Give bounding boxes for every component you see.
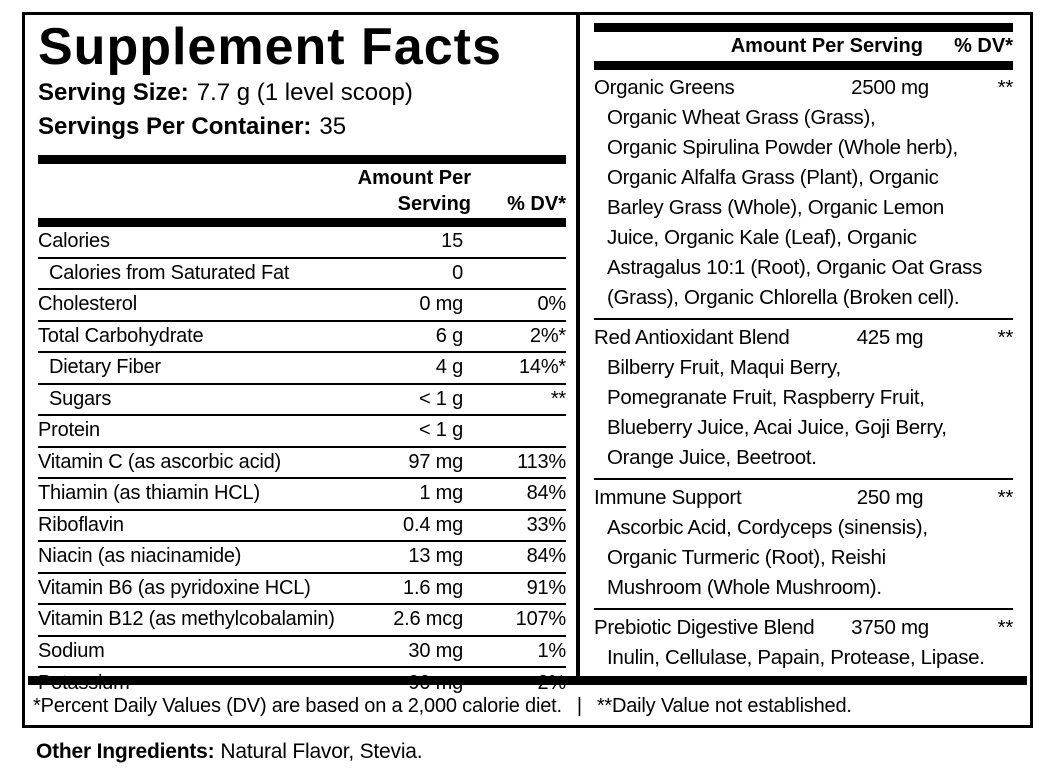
nutrient-name: Sodium [38, 639, 105, 662]
nutrient-name: Vitamin C (as ascorbic acid) [38, 450, 282, 473]
nutrient-row [38, 353, 566, 385]
facts-columns [25, 15, 1030, 676]
blend-ingredient-line: (Grass), Organic Chlorella (Broken cell). [607, 286, 960, 309]
nutrient-amount: 97 mg [408, 450, 463, 473]
nutrient-dv: 113% [517, 450, 566, 473]
dv-column-header: % DV* [507, 193, 566, 216]
nutrient-row [38, 416, 566, 448]
blend-section [594, 480, 1013, 610]
amount-column-header: Amount Per Serving [357, 167, 471, 216]
nutrient-row [38, 511, 566, 543]
blend-ingredient-line: Ascorbic Acid, Cordyceps (sinensis), [607, 516, 928, 539]
nutrient-amount: 15 [441, 230, 463, 253]
nutrient-row [38, 227, 566, 259]
nutrient-row [38, 574, 566, 606]
nutrient-row [38, 259, 566, 291]
blend-ingredient-line: Organic Wheat Grass (Grass), [607, 106, 876, 129]
blend-name: Red Antioxidant Blend [594, 326, 790, 349]
nutrient-dv: 1% [537, 639, 566, 662]
blend-ingredient-line: Mushroom (Whole Mushroom). [607, 576, 882, 599]
blend-ingredient-line: Bilberry Fruit, Maqui Berry, [607, 356, 841, 379]
table-header-row [38, 164, 566, 218]
nutrient-dv: 84% [526, 545, 566, 568]
blend-ingredients [594, 513, 1013, 603]
nutrient-amount: < 1 g [418, 419, 463, 442]
footnote [25, 685, 1030, 725]
servings-per-container-row [38, 111, 566, 142]
nutrient-name: Calories from Saturated Fat [49, 261, 290, 284]
nutrient-dv: ** [550, 387, 566, 410]
nutrient-amount: 30 mg [408, 639, 463, 662]
other-ingredients-value: Natural Flavor, Stevia. [220, 740, 423, 763]
nutrient-amount: 0 [452, 261, 463, 284]
nutrient-name: Total Carbohydrate [38, 324, 204, 347]
separator-bar-thick [594, 23, 1013, 32]
serving-size-label: Serving Size: [38, 79, 189, 107]
footnote-separator: | [576, 694, 582, 717]
blend-dv: ** [997, 76, 1013, 99]
nutrient-name: Calories [38, 230, 110, 253]
nutrient-amount: 1 mg [419, 482, 463, 505]
nutrient-dv: 2%* [529, 324, 566, 347]
blend-amount: 2500 mg [851, 76, 929, 99]
nutrient-amount: 6 g [435, 324, 463, 347]
blend-ingredient-line: Juice, Organic Kale (Leaf), Organic [607, 226, 917, 249]
nutrient-amount: 13 mg [408, 545, 463, 568]
nutrient-dv: 14%* [518, 356, 566, 379]
nutrient-name: Riboflavin [38, 513, 124, 536]
blends-column [580, 15, 1030, 676]
servings-per-container-value: 35 [319, 113, 347, 141]
serving-size-row [38, 77, 566, 108]
blend-ingredient-line: Orange Juice, Beetroot. [607, 446, 817, 469]
nutrition-column [25, 15, 576, 676]
nutrient-name: Vitamin B12 (as methylcobalamin) [38, 608, 335, 631]
nutrient-amount: 2.6 mcg [393, 608, 463, 631]
panel-title: Supplement Facts [38, 18, 502, 76]
blend-sections [594, 70, 1013, 678]
nutrient-name: Sugars [49, 387, 112, 410]
nutrient-name: Cholesterol [38, 293, 137, 316]
blend-ingredient-line: Blueberry Juice, Acai Juice, Goji Berry, [607, 416, 947, 439]
nutrient-dv: 33% [526, 513, 566, 536]
blend-ingredient-line: Pomegranate Fruit, Raspberry Fruit, [607, 386, 925, 409]
nutrient-amount: 0.4 mg [403, 513, 463, 536]
separator-bar-thick [38, 218, 566, 227]
blend-dv: ** [997, 486, 1013, 509]
blend-section [594, 610, 1013, 678]
blend-name: Prebiotic Digestive Blend [594, 616, 815, 639]
blend-ingredients [594, 353, 1013, 473]
blend-dv: ** [997, 326, 1013, 349]
separator-bar-thick [594, 61, 1013, 70]
nutrient-row [38, 322, 566, 354]
blend-ingredient-line: Organic Turmeric (Root), Reishi [607, 546, 886, 569]
blend-dv: ** [997, 616, 1013, 639]
blend-ingredient-line: Organic Alfalfa Grass (Plant), Organic [607, 166, 939, 189]
nutrient-amount: 1.6 mg [403, 576, 463, 599]
nutrient-dv: 91% [526, 576, 566, 599]
blend-section [594, 320, 1013, 480]
other-ingredients-label: Other Ingredients: [36, 740, 215, 763]
blend-ingredient-line: Inulin, Cellulase, Papain, Protease, Lipase. [607, 646, 985, 669]
blend-name: Immune Support [594, 486, 742, 509]
blend-title-row [594, 482, 1013, 513]
bottom-bar-thick [28, 676, 1027, 685]
blend-title-row [594, 322, 1013, 353]
dv-column-header: % DV* [954, 35, 1013, 57]
supplement-facts-panel [22, 12, 1033, 728]
blend-ingredient-line: Organic Spirulina Powder (Whole herb), [607, 136, 958, 159]
amount-column-header: Amount Per Serving [730, 35, 923, 57]
blend-section [594, 70, 1013, 320]
nutrient-amount: 0 mg [419, 293, 463, 316]
servings-per-container-label: Servings Per Container: [38, 113, 312, 141]
nutrient-rows [38, 227, 566, 700]
blends-header-row [594, 32, 1013, 61]
blend-ingredients [594, 103, 1013, 313]
blend-amount: 250 mg [856, 486, 924, 509]
serving-size-value: 7.7 g (1 level scoop) [196, 79, 413, 107]
blend-name: Organic Greens [594, 76, 735, 99]
nutrient-dv: 84% [526, 482, 566, 505]
nutrient-name: Dietary Fiber [49, 356, 161, 379]
nutrient-row [38, 448, 566, 480]
nutrient-name: Vitamin B6 (as pyridoxine HCL) [38, 576, 311, 599]
footnote-ndv-note: **Daily Value not established. [596, 694, 852, 717]
blend-title-row [594, 72, 1013, 103]
nutrient-dv: 107% [515, 608, 566, 631]
blend-amount: 3750 mg [851, 616, 929, 639]
blend-ingredients [594, 643, 1013, 673]
nutrient-name: Protein [38, 419, 100, 442]
nutrient-row [38, 542, 566, 574]
nutrient-row [38, 290, 566, 322]
separator-bar-thick [38, 155, 566, 164]
nutrient-name: Thiamin (as thiamin HCL) [38, 482, 260, 505]
other-ingredients-row [36, 740, 422, 764]
nutrient-row [38, 479, 566, 511]
nutrient-dv: 0% [537, 293, 566, 316]
nutrient-row [38, 605, 566, 637]
nutrient-amount: 4 g [435, 356, 463, 379]
blend-ingredient-line: Barley Grass (Whole), Organic Lemon [607, 196, 944, 219]
nutrient-row [38, 385, 566, 417]
nutrient-name: Niacin (as niacinamide) [38, 545, 242, 568]
nutrient-row [38, 637, 566, 669]
blend-ingredient-line: Astragalus 10:1 (Root), Organic Oat Grass [607, 256, 983, 279]
blend-amount: 425 mg [856, 326, 924, 349]
nutrient-amount: < 1 g [418, 387, 463, 410]
blend-title-row [594, 612, 1013, 643]
footnote-dv-note: *Percent Daily Values (DV) are based on a 2,000 calorie diet. [33, 694, 562, 717]
